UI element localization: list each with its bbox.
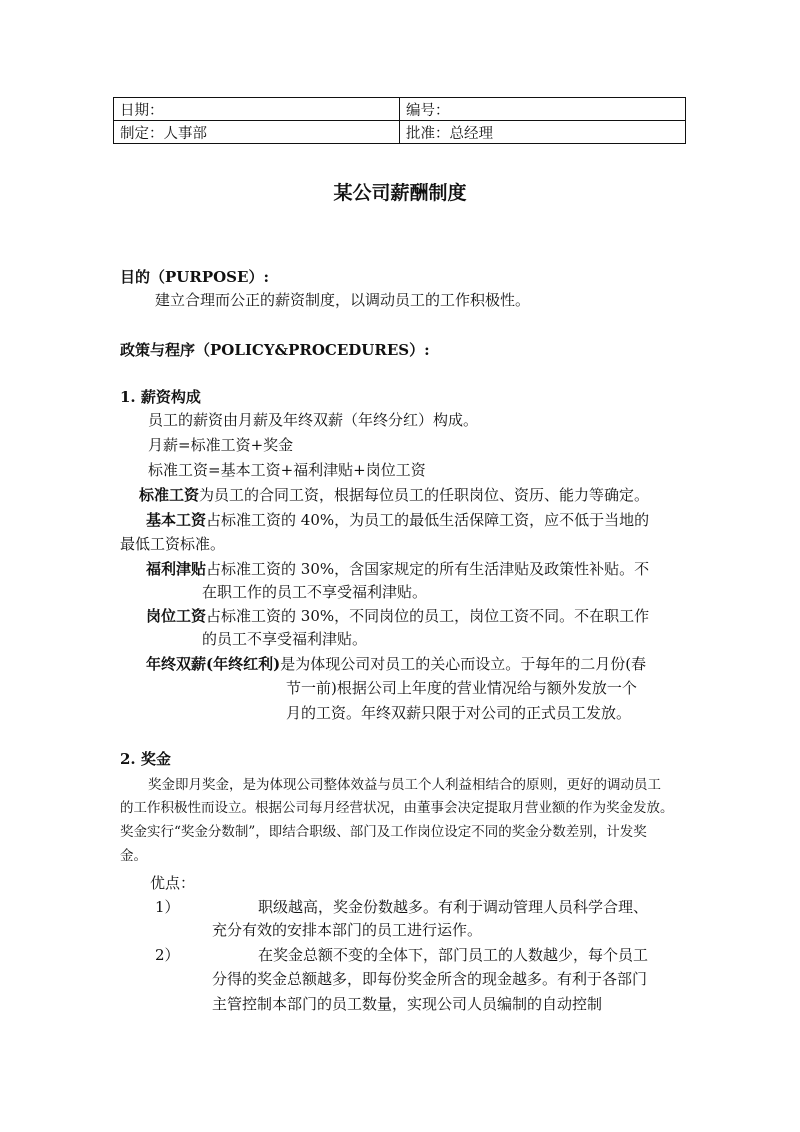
basic-wage-cont: 最低工资标准。: [120, 535, 226, 553]
purpose-text: 建立合理而公正的薪资制度，以调动员工的工作积极性。: [155, 291, 531, 309]
policy-heading: 政策与程序（POLICY&PROCEDURES）:: [120, 341, 430, 359]
document-title: 某公司薪酬制度: [333, 182, 467, 204]
purpose-heading: 目的（PURPOSE）:: [120, 268, 269, 286]
number-cell: 编号：: [400, 98, 686, 121]
bonus-paragraph-line: 的工作积极性而设立。根据公司每月经营状况，由董事会决定提取月营业额的作为奖金发放。: [120, 800, 674, 816]
term: 年终双薪(年终红利): [146, 655, 281, 673]
yearend-cont: 节一前)根据公司上年度的营业情况给与额外发放一个: [286, 679, 637, 697]
term: 基本工资: [146, 511, 207, 529]
section1-heading: 1. 薪资构成: [120, 388, 201, 406]
term: 福利津贴: [146, 560, 207, 578]
position-wage-paragraph: [146, 605, 649, 627]
list-item-number: 2）: [155, 946, 180, 964]
date-cell: 日期：: [114, 98, 400, 121]
meta-row: [114, 98, 686, 121]
advantages-label: 优点：: [150, 874, 196, 892]
section1-line: 员工的薪资由月薪及年终双薪（年终分红）构成。: [148, 411, 479, 429]
bonus-paragraph-line: 奖金即月奖金，是为体现公司整体效益与员工个人利益相结合的原则，更好的调动员工: [148, 777, 661, 793]
yearend-paragraph: [146, 653, 646, 675]
basic-wage-paragraph: [146, 509, 649, 531]
definition: 是为体现公司对员工的关心而设立。于每年的二月份(春: [280, 655, 647, 673]
welfare-paragraph: [146, 558, 649, 580]
section1-line: 标准工资=基本工资+福利津贴+岗位工资: [148, 461, 426, 479]
definition: 占标准工资的 30%，不同岗位的员工，岗位工资不同。不在职工作: [206, 607, 650, 625]
list-item-number: 1）: [155, 898, 180, 916]
document-meta-table: [113, 97, 686, 144]
list-item-text: 充分有效的安排本部门的员工进行运作。: [212, 921, 483, 939]
section1-line: 月薪=标准工资+奖金: [148, 436, 294, 454]
meta-row: [114, 121, 686, 144]
welfare-cont: 在职工作的员工不享受福利津贴。: [202, 583, 428, 601]
definition: 为员工的合同工资，根据每位员工的任职岗位、资历、能力等确定。: [199, 486, 650, 504]
standard-wage-paragraph: [139, 484, 649, 506]
drafted-by-cell: 制定：人事部: [114, 121, 400, 144]
position-wage-cont: 的员工不享受福利津贴。: [202, 630, 368, 648]
yearend-cont: 月的工资。年终双薪只限于对公司的正式员工发放。: [286, 704, 632, 722]
list-item-text: 主管控制本部门的员工数量，实现公司人员编制的自动控制: [212, 995, 603, 1013]
term: 岗位工资: [146, 607, 207, 625]
list-item-text: 职级越高，奖金份数越多。有利于调动管理人员科学合理、: [258, 898, 649, 916]
definition: 占标准工资的 30%，含国家规定的所有生活津贴及政策性补贴。不: [206, 560, 650, 578]
term: 标准工资: [139, 486, 200, 504]
list-item-text: 在奖金总额不变的全体下，部门员工的人数越少，每个员工: [258, 946, 649, 964]
section2-heading: 2. 奖金: [120, 750, 171, 768]
approved-by-cell: 批准：总经理: [400, 121, 686, 144]
definition: 占标准工资的 40%，为员工的最低生活保障工资，应不低于当地的: [206, 511, 650, 529]
bonus-paragraph-line: 金。: [120, 848, 147, 864]
bonus-paragraph-line: 奖金实行“奖金分数制”，即结合职级、部门及工作岗位设定不同的奖金分数差别，计发奖: [120, 824, 647, 840]
list-item-text: 分得的奖金总额越多，即每份奖金所含的现金越多。有利于各部门: [212, 970, 648, 988]
